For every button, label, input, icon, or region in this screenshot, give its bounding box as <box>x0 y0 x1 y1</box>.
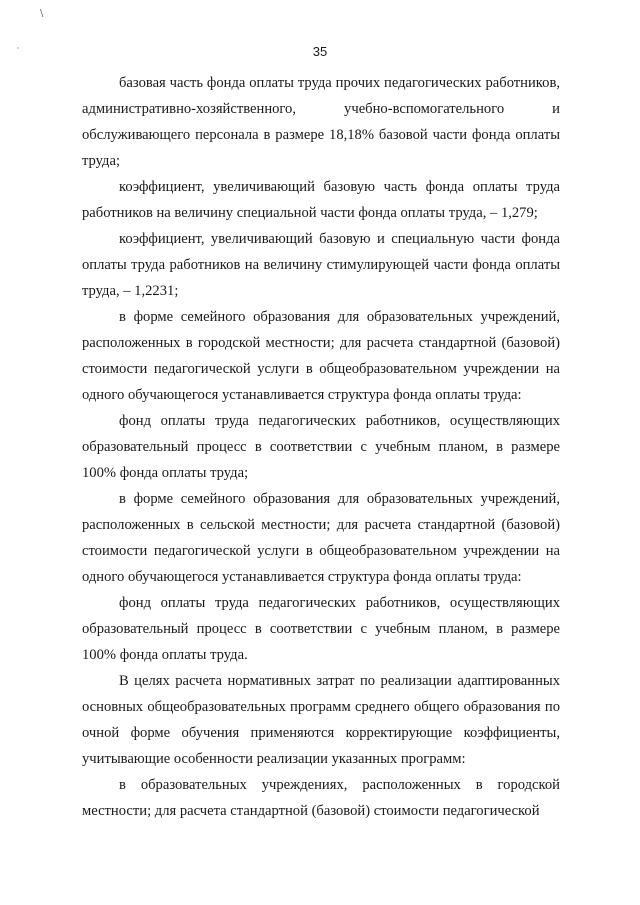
paragraph: базовая часть фонда оплаты труда прочих педагогических работников, административно-хозяйственного, учебно-вспомогательного и обслуживающего персонала в размере 18,18% базовой части фонда оплаты труда; <box>82 75 560 169</box>
paragraph: фонд оплаты труда педагогических работников, осуществляющих образовательный процесс в соответствии с учебным планом, в размере 100% фонда оплаты труда. <box>82 595 560 663</box>
scan-mark: ' <box>17 46 19 54</box>
scan-mark: \ <box>40 8 44 19</box>
paragraph: коэффициент, увеличивающий базовую часть фонда оплаты труда работников на величину специальной части фонда оплаты труда, – 1,279; <box>82 179 560 221</box>
paragraph: коэффициент, увеличивающий базовую и специальную части фонда оплаты труда работников на величину стимулирующей части фонда оплаты труда, – 1,2231; <box>82 231 560 299</box>
paragraph: фонд оплаты труда педагогических работников, осуществляющих образовательный процесс в соответствии с учебным планом, в размере 100% фонда оплаты труда; <box>82 413 560 481</box>
paragraph: в образовательных учреждениях, расположенных в городской местности; для расчета стандартной (базовой) стоимости педагогической <box>82 777 560 819</box>
body-text <box>82 70 560 824</box>
paragraph: в форме семейного образования для образовательных учреждений, расположенных в сельской местности; для расчета стандартной (базовой) стоимости педагогической услуги в общеобразовательном учреждении на одного обучающегося устанавливается структура фонда оплаты труда: <box>82 491 560 585</box>
page-number: 35 <box>312 44 328 59</box>
paragraph: в форме семейного образования для образовательных учреждений, расположенных в городской местности; для расчета стандартной (базовой) стоимости педагогической услуги в общеобразовательном учреждении на одного обучающегося устанавливается структура фонда оплаты труда: <box>82 309 560 403</box>
paragraph: В целях расчета нормативных затрат по реализации адаптированных основных общеобразовательных программ среднего общего образования по очной форме обучения применяются корректирующие коэффициенты, учитывающие особенности реализации указанных программ: <box>82 673 560 767</box>
